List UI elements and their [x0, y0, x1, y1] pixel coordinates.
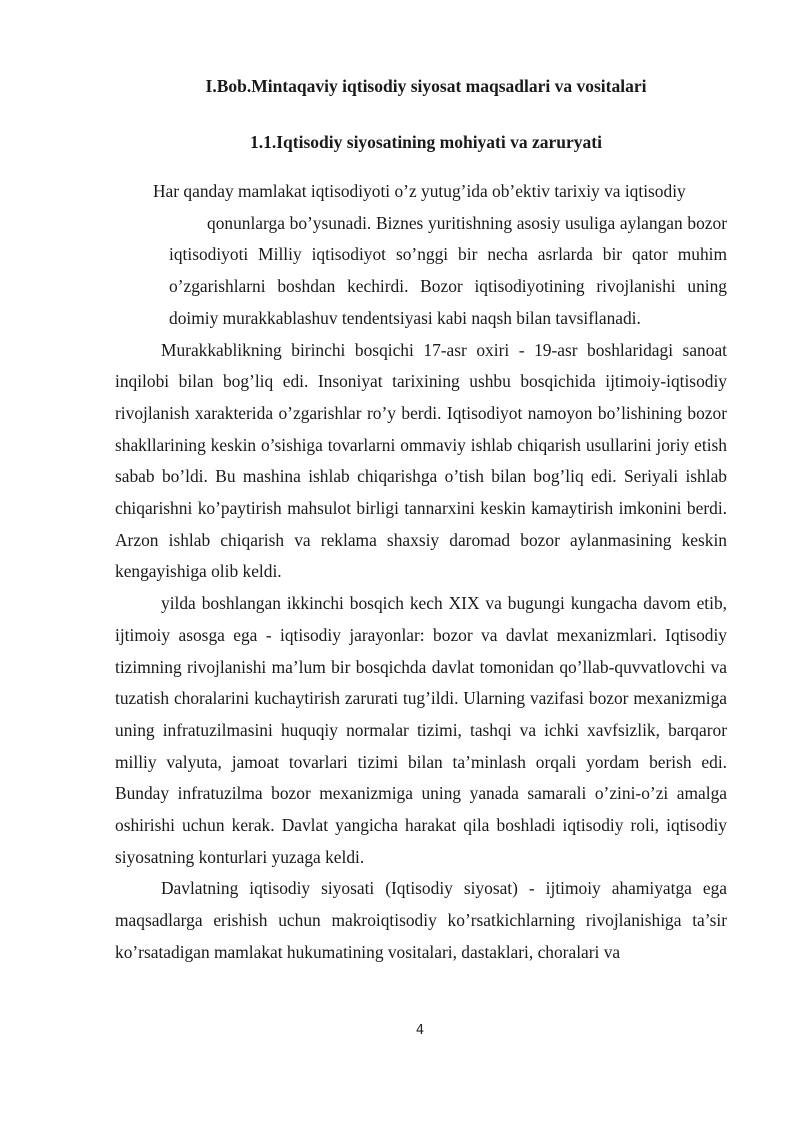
paragraph-4: Davlatning iqtisodiy siyosati (Iqtisodiy siyosat) - ijtimoiy ahamiyatga ega maqsadlarga erishish uchun makroiqtisodiy ko’rsatkichlarning rivojlanishiga ta’sir ko’rsatadigan mamlakat hukumatining vositalari, dastaklari, choralari va [115, 878, 727, 962]
paragraph-1-first-line: Har qanday mamlakat iqtisodiyoti o’z yutug’ida ob’ektiv tarixiy va iqtisodiy [153, 181, 686, 201]
paragraph-1 [115, 176, 727, 335]
chapter-title: I.Bob.Mintaqaviy iqtisodiy siyosat maqsadlari va vositalari [205, 76, 647, 96]
section-title: 1.1.Iqtisodiy siyosatining mohiyati va zaruryati [250, 132, 602, 152]
paragraph-3: yilda boshlangan ikkinchi bosqich kech XIX va bugungi kungacha davom etib, ijtimoiy asosga ega - iqtisodiy jarayonlar: bozor va davlat mexanizmlari. Iqtisodiy tizimning rivojlanishi ma’lum bir bosqichda davlat tomonidan qo’llab-quvvatlovchi va tuzatish choralarini kuchaytirish zarurati tug’ildi. Ularning vazifasi bozor mexanizmiga uning infratuzilmasini huquqiy normalar tizimi, tashqi va ichki xavfsizlik, barqaror milliy valyuta, jamoat tovarlari tizimi bilan ta’minlash orqali yordam berish edi. Bunday infratuzilma bozor mexanizmiga uning yanada samarali o’zini-o’zi amalga oshirishi uchun kerak. Davlat yangicha harakat qila boshladi iqtisodiy roli, iqtisodiy siyosatning konturlari yuzaga keldi. [115, 593, 727, 867]
page-number: 4 [415, 1023, 425, 1038]
paragraph-2: Murakkablikning birinchi bosqichi 17-asr oxiri - 19-asr boshlaridagi sanoat inqilobi bilan bog’liq edi. Insoniyat tarixining ushbu bosqichida ijtimoiy-iqtisodiy rivojlanish xarakterida o’zgarishlar ro’y berdi. Iqtisodiyot namoyon bo’lishining bozor shakllarining keskin o’sishiga tovarlarni ommaviy ishlab chiqarish usullarini joriy etish sabab bo’ldi. Bu mashina ishlab chiqarishga o’tish bilan bog’liq edi. Seriyali ishlab chiqarishni ko’paytirish mahsulot birligi tannarxini keskin kamaytirish imkonini berdi. Arzon ishlab chiqarish va reklama shaxsiy daromad bozor aylanmasining keskin kengayishiga olib keldi. [115, 339, 727, 582]
paragraph-1-continuation: qonunlarga bo’ysunadi. Biznes yuritishning asosiy usuliga aylangan bozor iqtisodiyoti Milliy iqtisodiyot so’nggi bir necha asrlarda bir qator muhim o’zgarishlarni boshdan kechirdi. Bozor iqtisodiyotining rivojlanishi uning doimiy murakkablashuv tendentsiyasi kabi naqsh bilan tavsiflanadi. [169, 212, 727, 328]
body-text [115, 176, 727, 969]
